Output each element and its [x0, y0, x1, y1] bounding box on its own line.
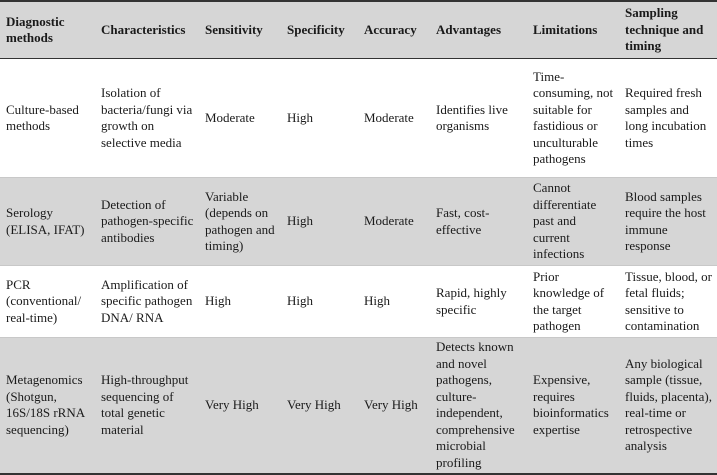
header-row	[0, 1, 717, 59]
table-header	[0, 1, 717, 59]
cell-characteristics: Amplification of specific pathogen DNA/ RNA	[95, 266, 199, 338]
header-characteristics: Characteristics	[95, 1, 199, 59]
cell-sensitivity: Variable (depends on pathogen and timing)	[199, 178, 281, 266]
cell-advantages: Detects known and novel pathogens, culture-independent, comprehensive microbial profiling	[430, 338, 527, 474]
cell-specificity: High	[281, 178, 358, 266]
table-row-metagenomics	[0, 338, 717, 474]
cell-method: Serology (ELISA, IFAT)	[0, 178, 95, 266]
cell-specificity: High	[281, 59, 358, 178]
header-sensitivity: Sensitivity	[199, 1, 281, 59]
cell-limitations: Expensive, requires bioinformatics expertise	[527, 338, 619, 474]
cell-sensitivity: Moderate	[199, 59, 281, 178]
header-specificity: Specificity	[281, 1, 358, 59]
table-row-serology	[0, 178, 717, 266]
cell-specificity: High	[281, 266, 358, 338]
cell-specificity: Very High	[281, 338, 358, 474]
header-accuracy: Accuracy	[358, 1, 430, 59]
header-sampling-technique: Sampling technique and timing	[619, 1, 717, 59]
table-row-culture	[0, 59, 717, 178]
cell-method: Culture-based methods	[0, 59, 95, 178]
cell-accuracy: High	[358, 266, 430, 338]
cell-characteristics: High-throughput sequencing of total genetic material	[95, 338, 199, 474]
cell-method: PCR (conventional/ real-time)	[0, 266, 95, 338]
cell-advantages: Rapid, highly specific	[430, 266, 527, 338]
cell-sampling: Blood samples require the host immune response	[619, 178, 717, 266]
cell-limitations: Time-consuming, not suitable for fastidious or unculturable pathogens	[527, 59, 619, 178]
cell-sensitivity: High	[199, 266, 281, 338]
cell-advantages: Identifies live organisms	[430, 59, 527, 178]
cell-sampling: Any biological sample (tissue, fluids, placenta), real-time or retrospective analysis	[619, 338, 717, 474]
cell-method: Metagenomics (Shotgun, 16S/18S rRNA sequencing)	[0, 338, 95, 474]
cell-sampling: Tissue, blood, or fetal fluids; sensitive to contamination	[619, 266, 717, 338]
cell-advantages: Fast, cost-effective	[430, 178, 527, 266]
cell-sampling: Required fresh samples and long incubation times	[619, 59, 717, 178]
cell-characteristics: Detection of pathogen-specific antibodies	[95, 178, 199, 266]
header-limitations: Limitations	[527, 1, 619, 59]
table-row-pcr	[0, 266, 717, 338]
cell-accuracy: Very High	[358, 338, 430, 474]
cell-sensitivity: Very High	[199, 338, 281, 474]
table-body	[0, 59, 717, 474]
cell-accuracy: Moderate	[358, 59, 430, 178]
header-diagnostic-methods: Diagnostic methods	[0, 1, 95, 59]
cell-limitations: Prior knowledge of the target pathogen	[527, 266, 619, 338]
header-advantages: Advantages	[430, 1, 527, 59]
cell-limitations: Cannot differentiate past and current infections	[527, 178, 619, 266]
cell-accuracy: Moderate	[358, 178, 430, 266]
cell-characteristics: Isolation of bacteria/fungi via growth on selective media	[95, 59, 199, 178]
